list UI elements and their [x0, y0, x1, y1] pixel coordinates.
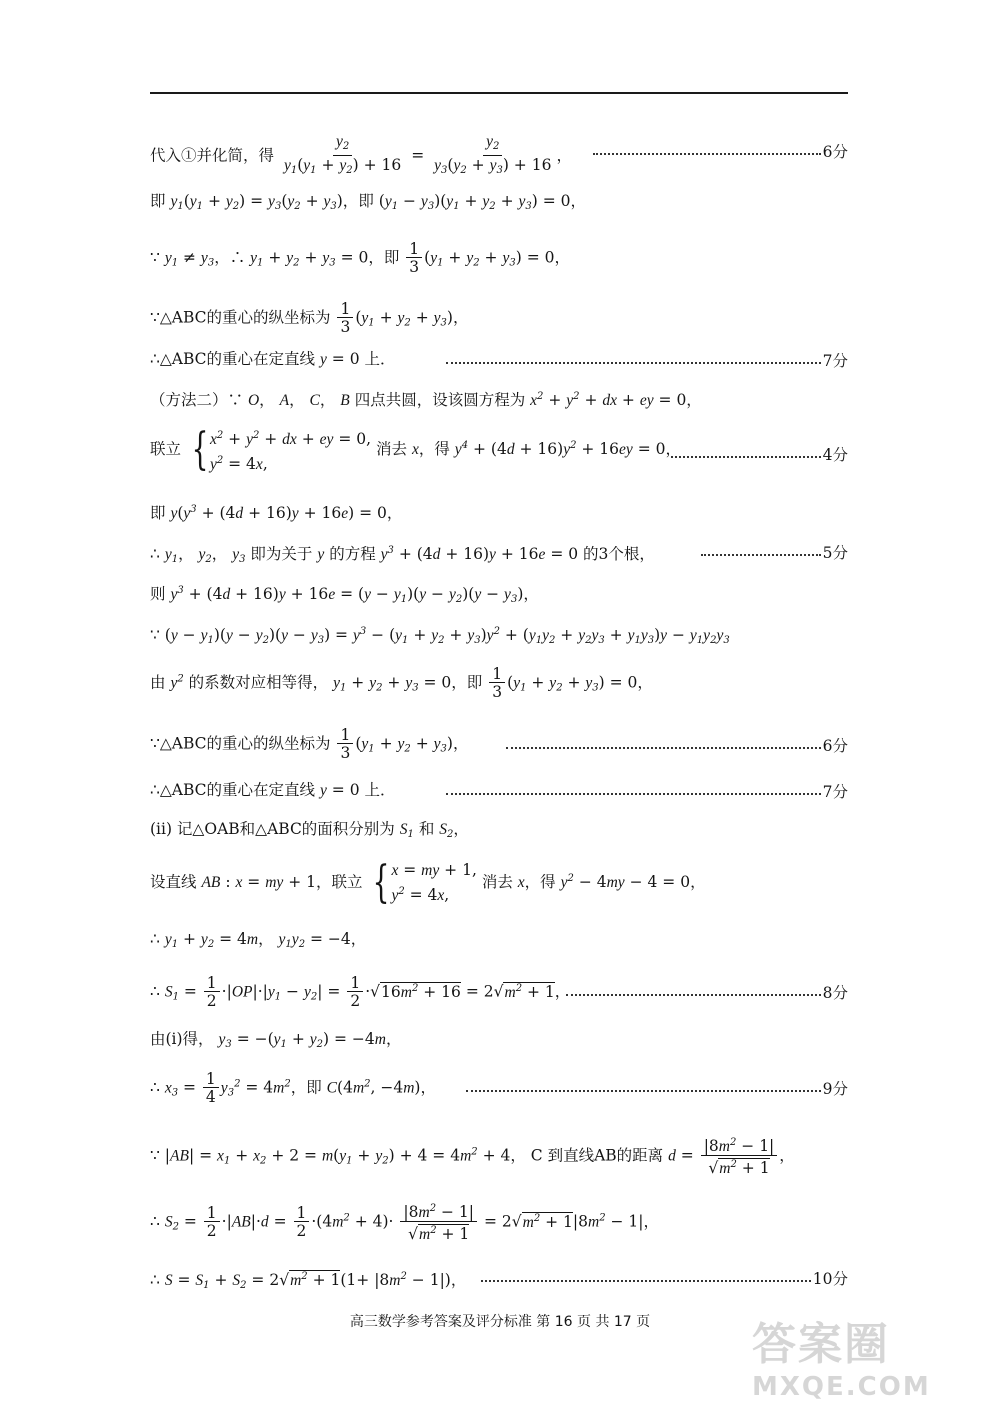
score-line: 8分 — [566, 981, 848, 1003]
line-expand: 即 $y_1(y_1 + y_2) = y_3(y_2 + y_3)$，即 $(y_1 - y_3)(y_1 + y_2 + y_3) = 0$， — [150, 192, 587, 212]
line-centroid-y: ∵△ABC的重心的纵坐标为 $\frac{1}{3}$ $(y_1 + y_2 + y_3)$， — [150, 300, 469, 336]
line-neq: ∵ $y_1 \ne y_3$，∴ $y_1 + y_2 + y_3 = 0$，即 $\frac{1}{3}$ $(y_1 + y_2 + y_3) = 0$， — [150, 240, 570, 276]
score-line: 7分 — [446, 349, 848, 371]
score-line: 7分 — [446, 780, 848, 802]
line-y3: 由(i)得， $y_3 = -(y_1 + y_2) = -4m$， — [150, 1030, 402, 1050]
line-S2: ∴ $S_2$ = $\frac{1}{2}$ ·|AB|·d = $\frac{1}{2}$ $\cdot(4m^2 + 4)\cdot$ $\frac{|8m^2 - 1|}{√m^2 + 1}$ = $2√m^2 + 1|8m^2 - 1|$， — [150, 1203, 659, 1243]
score-line: 4分 — [671, 443, 848, 465]
line-product: 则 $y^3 + (4d + 16)y + 16e = (y - y_1)(y - y_2)(y - y_3)$， — [150, 585, 539, 605]
line-system-2: 设直线 AB : x = my + 1，联立 { x = my + 1, $y^2 = 4x$, 消去 x，得 $y^2 - 4my - 4 = 0$， — [150, 857, 706, 908]
page-footer: 高三数学参考答案及评分标准 第 16 页 共 17 页 — [349, 1314, 651, 1330]
line-S1: ∴ $S_1$ = $\frac{1}{2}$ $\cdot|OP|\cdot|y_1 - y_2|$ = $\frac{1}{2}$ $\cdot√16m^2 + 16 = 2√m^2 + 1$， — [150, 974, 571, 1010]
score-line: 9分 — [466, 1077, 848, 1099]
line-AB-distance: ∵ $|AB| = x_1 + x_2 + 2 = m(y_1 + y_2) + 4 = 4m^2 + 4$， C 到直线AB的距离 d = $\frac{|8m^2 - 1|}{√m^2 + 1}$ ， — [150, 1137, 795, 1177]
header-rule — [150, 92, 848, 94]
line-vieta: ∴ $y_1 + y_2 = 4m$， $y_1y_2 = -4$， — [150, 930, 367, 950]
score-line: 5分 — [701, 541, 848, 563]
line-roots: ∴ $y_1$， $y_2$， $y_3$ 即为关于 y 的方程 $y^3 + (4d + 16)y + 16e = 0$ 的3个根， — [150, 545, 655, 565]
score-line: 6分 — [506, 734, 848, 756]
line-x3: ∴ $x_3$ = $\frac{1}{4}$ $y_3^2 = 4m^2$，即 $C(4m^2$, −4m)， — [150, 1070, 436, 1106]
line-centroid-y-2: ∵△ABC的重心的纵坐标为 $\frac{1}{3}$ $(y_1 + y_2 + y_3)$， — [150, 726, 469, 762]
line-substitute: 代入①并化简，得 $\frac{y_2}{y_1(y_1 + y_2) + 16}$ = $\frac{y_2}{y_3(y_2 + y_3) + 16}$ ， — [150, 133, 572, 176]
line-centroid-line-2: ∴△ABC的重心在定直线 y = 0 上． — [150, 781, 396, 799]
line-system-1: 联立 { $x^2 + y^2$ + dx + ey = 0, $y^2 = 4x$, 消去 x，得 $y^4 + (4d + 16)y^2 + 16ey = 0$， — [150, 424, 681, 475]
line-factor: 即 $y(y^3 + (4d + 16)y + 16e) = 0$， — [150, 504, 403, 522]
score-label: 6分 — [822, 143, 848, 161]
line-S: ∴ $S = S_1 + S_2 = 2√m^2 + 1(1+ |8m^2 - 1|)$， — [150, 1271, 467, 1291]
line-method2: （方法二）∵ O， A， C， B 四点共圆，设该圆方程为 $x^2 + y^2$ + dx + ey = 0， — [150, 391, 702, 409]
text-substitute: 代入①并化简，得 — [150, 146, 275, 165]
line-coef: 由 $y^2$ 的系数对应相等得， $y_1 + y_2 + y_3 = 0$，即 $\frac{1}{3}$ $(y_1 + y_2 + y_3) = 0$， — [150, 665, 653, 701]
line-expansion: ∵ $(y - y_1)(y - y_2)(y - y_3) = y^3 - (y_1 + y_2 + y_3)y^2 + (y_1y_2 + y_2y_3 + y_1y_3)y - y_1y_2y_3$ — [150, 626, 730, 646]
score-line: 10分 — [481, 1267, 848, 1289]
line-part-ii: (ii) 记△OAB和△ABC的面积分别为 $S_1$ 和 $S_2$， — [150, 820, 469, 840]
line-centroid-line: ∴△ABC的重心在定直线 y = 0 上． — [150, 350, 396, 368]
watermark-logo: 答案圈 MXQE.COM — [752, 1319, 931, 1402]
score-line — [593, 140, 848, 162]
